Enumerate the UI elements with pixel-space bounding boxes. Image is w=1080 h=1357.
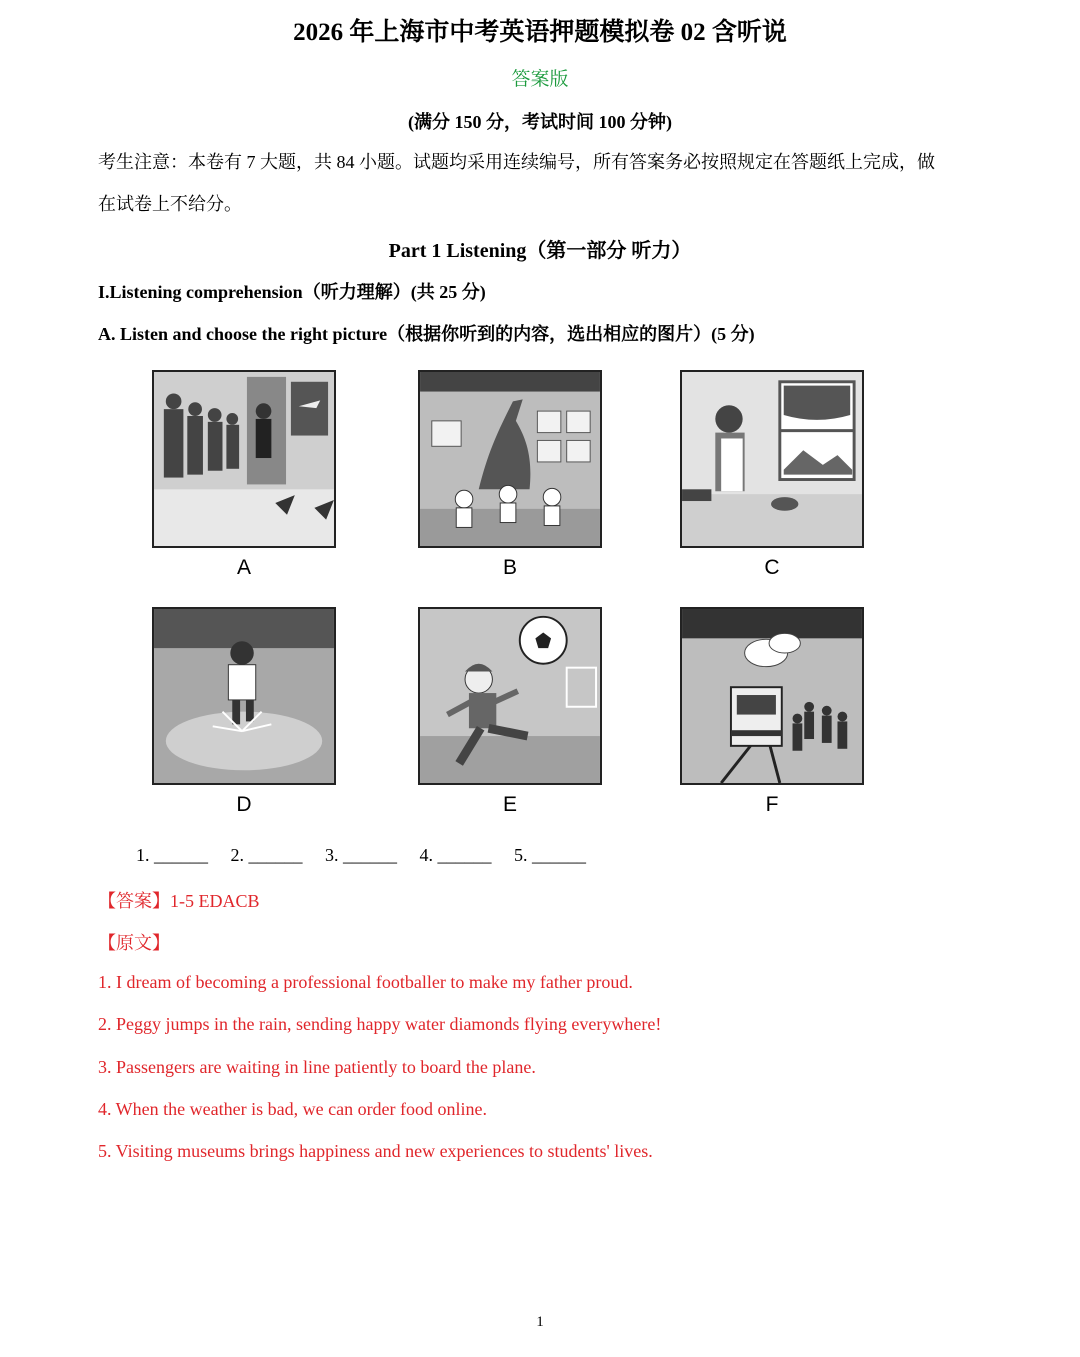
picture-label-b: B [502,556,517,579]
picture-b-museum [418,370,602,548]
script-line-2: 2. Peggy jumps in the rain, sending happy water diamonds flying everywhere! [98,1014,662,1034]
kitchen-illustration [682,372,862,546]
picture-e-football [418,607,602,785]
blank-2[interactable]: 2. ______ [230,845,303,865]
script-line-3: 3. Passengers are waiting in line patiently to board the plane. [98,1057,536,1077]
notice-line-1: 考生注意：本卷有 7 大题，共 84 小题。试题均采用连续编号，所有答案务必按照规定在答题纸上完成，做 [98,152,935,172]
part-title: Part 1 Listening（第一部分 听力） [388,240,692,262]
script-heading: 【原文】 [98,933,170,953]
picture-c-kitchen [680,370,864,548]
puddle-illustration [154,609,334,783]
script-line-5: 5. Visiting museums brings happiness and new experiences to students' lives. [98,1141,653,1161]
airport-illustration [154,372,334,546]
blank-5[interactable]: 5. ______ [514,845,586,865]
notice-line-2: 在试卷上不给分。 [98,194,242,214]
football-illustration [420,609,600,783]
blank-3[interactable]: 3. ______ [325,845,397,865]
picture-f-train [680,607,864,785]
answer-blanks [136,845,604,866]
train-illustration [682,609,862,783]
document-title: 2026 年上海市中考英语押题模拟卷 02 含听说 [293,19,787,46]
script-line-1: 1. I dream of becoming a professional footballer to make my father proud. [98,972,633,992]
picture-d-puddle [152,607,336,785]
picture-label-c: C [764,556,780,579]
blank-1[interactable]: 1. ______ [136,845,208,865]
blank-4[interactable]: 4. ______ [419,845,492,865]
exam-notice [98,141,998,225]
picture-label-e: E [502,793,517,816]
page-number: 1 [536,1314,544,1330]
edition-label: 答案版 [511,69,569,90]
script-line-4: 4. When the weather is bad, we can order food online. [98,1099,488,1119]
section-title: I.Listening comprehension（听力理解）(共 25 分) [98,282,486,302]
museum-illustration [420,372,600,546]
picture-label-f: F [765,793,779,816]
picture-label-a: A [236,556,251,579]
picture-a-airport [152,370,336,548]
answer-key: 【答案】1-5 EDACB [98,891,260,911]
picture-label-d: D [236,793,252,816]
subsection-title: A. Listen and choose the right picture（根据你听到的内容，选出相应的图片）(5 分) [98,324,755,344]
score-time-info: (满分 150 分，考试时间 100 分钟) [408,112,672,132]
